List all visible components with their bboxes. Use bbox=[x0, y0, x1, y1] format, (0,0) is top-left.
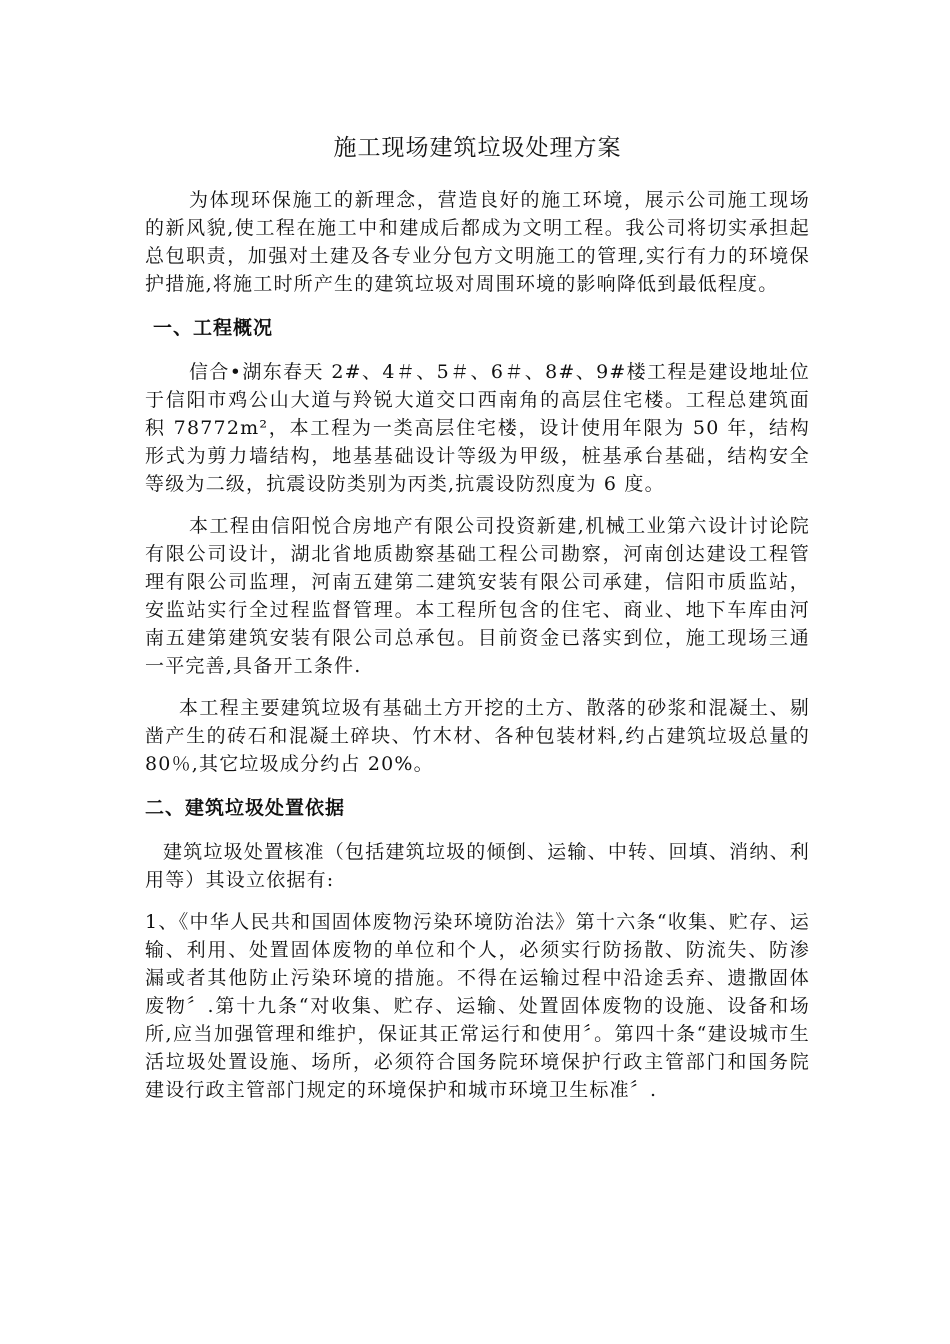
law-citation-paragraph: 1、《中华人民共和国固体废物污染环境防治法》第十六条“收集、贮存、运输、利用、处置固体废物的单位和个人，必须实行防扬散、防流失、防渗漏或者其他防止污染环境的措施。不得在运输过程中沿途丢弃、遗撒固体废物〞.第十九条“对收集、贮存、运输、处置固体废物的设施、设备和场所,应当加强管理和维护，保证其正常运行和使用〞。第四十条“建设城市生活垃圾处置设施、场所，必须符合国务院环境保护行政主管部门和国务院建设行政主管部门规定的环境保护和城市环境卫生标准〞. bbox=[145, 911, 810, 1101]
disposal-basis-paragraph: 建筑垃圾处置核准（包括建筑垃圾的倾倒、运输、中转、回填、消纳、利用等）其设立依据有: bbox=[145, 841, 810, 891]
project-parties-paragraph: 本工程由信阳悦合房地产有限公司投资新建,机械工业第六设计讨论院有限公司设计，湖北省地质勘察基础工程公司勘察，河南创达建设工程管理有限公司监理，河南五建第二建筑安装有限公司承建，信阳市质监站，安监站实行全过程监督管理。本工程所包含的住宅、商业、地下车库由河南五建第建筑安装有限公司总承包。目前资金已落实到位，施工现场三通一平完善,具备开工条件. bbox=[145, 515, 810, 677]
document-page bbox=[145, 128, 810, 1118]
section-1-heading: 一、工程概况 bbox=[153, 317, 274, 339]
section-2-heading: 二、建筑垃圾处置依据 bbox=[145, 797, 346, 819]
intro-paragraph: 为体现环保施工的新理念，营造良好的施工环境，展示公司施工现场的新风貌,使工程在施工中和建成后都成为文明工程。我公司将切实承担起总包职责，加强对土建及各专业分包方文明施工的管理,实行有力的环境保护措施,将施工时所产生的建筑垃圾对周围环境的影响降低到最低程度。 bbox=[145, 189, 810, 295]
waste-composition-paragraph: 本工程主要建筑垃圾有基础土方开挖的土方、散落的砂浆和混凝土、剔凿产生的砖石和混凝土碎块、竹木材、各种包装材料,约占建筑垃圾总量的 80％,其它垃圾成分约占 20%。 bbox=[145, 697, 810, 775]
project-overview-paragraph: 信合•湖东春天 2#、4＃、5＃、6＃、8#、9#楼工程是建设地址位于信阳市鸡公山大道与羚锐大道交口西南角的高层住宅楼。工程总建筑面积 78772m²，本工程为一类高层住宅楼，设计使用年限为 50 年，结构形式为剪力墙结构，地基基础设计等级为甲级，桩基承台基础，结构安全等级为二级，抗震设防类别为丙类,抗震设防烈度为 6 度。 bbox=[145, 361, 810, 495]
document-title: 施工现场建筑垃圾处理方案 bbox=[333, 135, 622, 161]
